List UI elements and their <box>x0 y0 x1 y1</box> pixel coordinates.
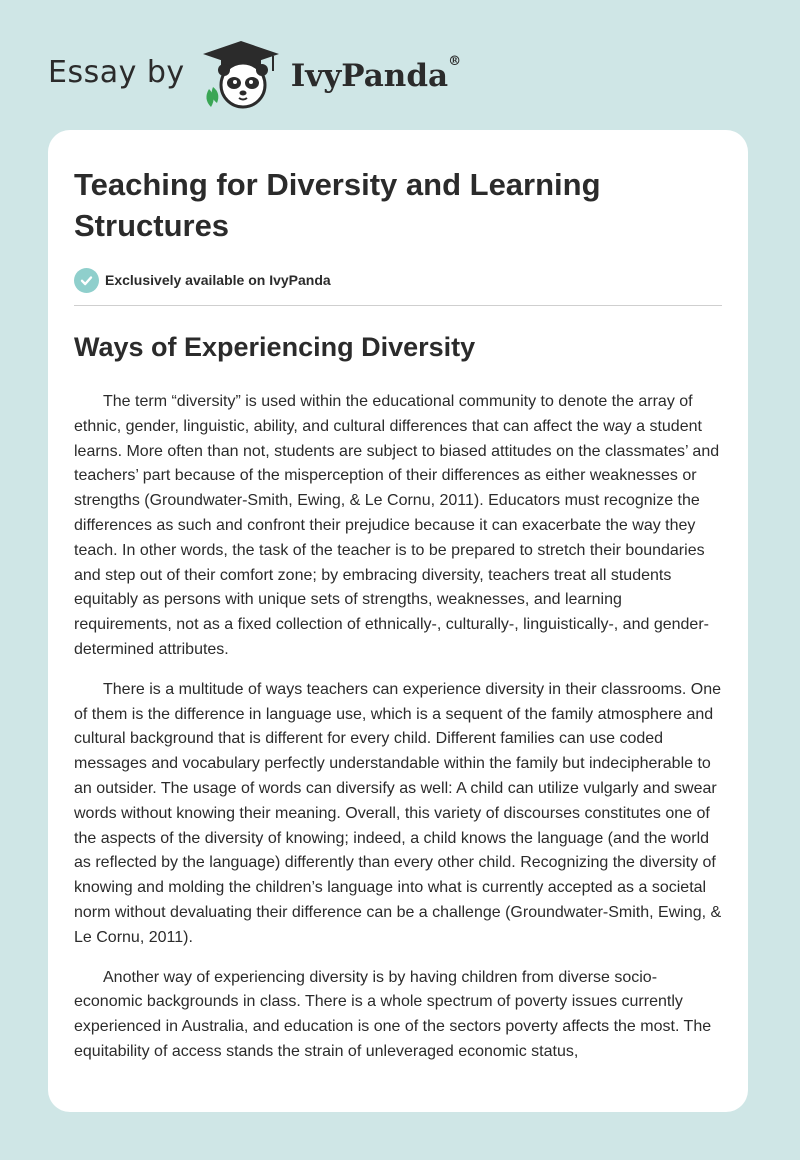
site-header <box>48 34 461 114</box>
section-heading: Ways of Experiencing Diversity <box>74 332 476 362</box>
brand-name: IvyPanda® <box>290 54 462 94</box>
registered-mark: ® <box>448 54 462 69</box>
essay-card <box>48 130 748 1112</box>
essay-by-label: Essay by <box>48 54 185 90</box>
panda-graduate-logo-icon <box>199 37 283 111</box>
paragraph: There is a multitude of ways teachers can experience diversity in their classrooms. One of them is the difference in language use, which is a sequent of the family atmosphere and cultural background that is different for every child. Different families can use coded messages and vocabulary perfectly understandable within the family but indecipherable to an outsider. The usage of words can diversify as well: A child can utilize vulgarly and swear words without knowing their meaning. Overall, this variety of discourses constitutes one of the aspects of the diversity of knowing; indeed, a child knows the language (and the world as reflected by the language) differently than every other child. Recognizing the diversity of knowing and molding the children’s language into what is currently accepted as a societal norm without devaluating their difference can be a challenge (Groundwater-Smith, Ewing, & Le Cornu, 2011). <box>74 680 722 946</box>
essay-title: Teaching for Diversity and Learning Structures <box>74 167 601 243</box>
exclusive-badge-text: Exclusively available on IvyPanda <box>105 272 331 288</box>
check-circle-icon <box>74 268 99 293</box>
essay-content <box>74 164 722 1065</box>
paragraph: Another way of experiencing diversity is by having children from diverse socio-economic backgrounds in class. There is a whole spectrum of poverty issues currently experienced in Australia, and education is one of the sectors poverty affects the most. The equitability of access stands the strain of unleveraged economic status, <box>74 968 712 1060</box>
exclusive-badge <box>74 267 722 293</box>
divider <box>74 305 722 306</box>
paragraph: The term “diversity” is used within the educational community to denote the array of ethnic, gender, linguistic, ability, and cultural differences that can affect the way a student learns. More often than not, students are subject to biased attitudes on the classmates’ and teachers’ part because of the misperception of their differences as either weaknesses or strengths (Groundwater-Smith, Ewing, & Le Cornu, 2011). Educators must recognize the differences as such and confront their prejudice because it can exacerbate the way they teach. In other words, the task of the teacher is to be prepared to stretch their boundaries and step out of their comfort zone; by embracing diversity, teachers treat all students equitably as persons with unique sets of strengths, weaknesses, and learning requirements, not as a fixed collection of ethnically-, culturally-, linguistically-, and gender-determined attributes. <box>74 393 720 658</box>
